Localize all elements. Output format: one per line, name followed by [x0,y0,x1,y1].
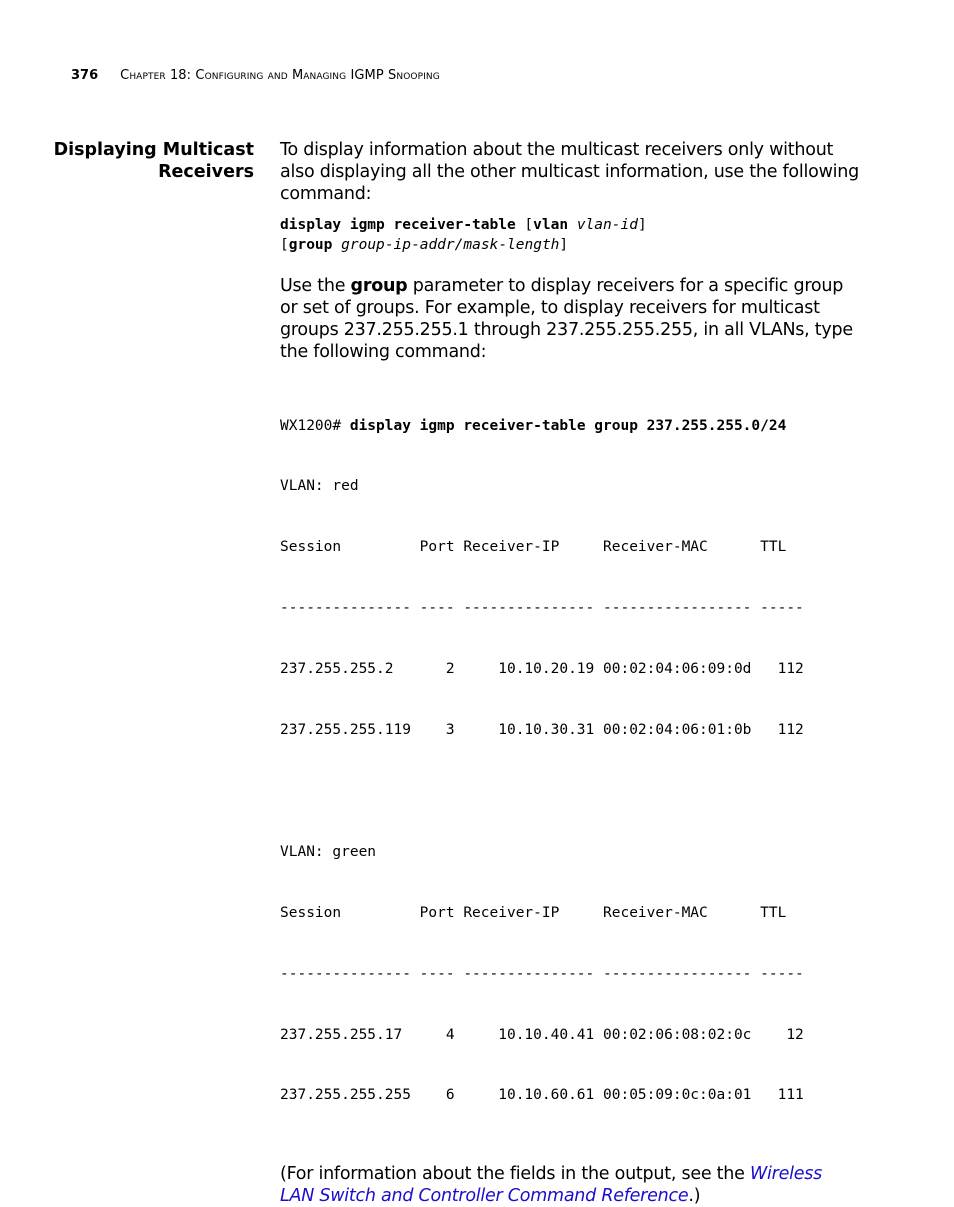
syntax-open-bracket-1: [ [515,217,534,233]
syntax-command: display igmp receiver-table [280,217,516,233]
chapter-title: Chapter 18: Configuring and Managing IGMP Snooping [120,68,440,83]
syntax-open-bracket-2: [ [280,237,289,253]
syntax-dash-3: - [498,237,508,253]
syntax-group-arg-2: ip [393,237,411,253]
syntax-space-1 [568,217,577,233]
syntax-close-bracket-2: ] [559,237,569,253]
syntax-group-arg-1: group [341,237,385,253]
syntax-group-arg-4: length [507,237,560,253]
output-line [280,781,860,801]
page-header [71,67,440,85]
syntax-vlan-keyword: vlan [533,217,569,233]
page-number: 376 [71,68,99,83]
footnote-text-before: (For information about the fields in the output, see the [280,1164,750,1185]
cli-command: display igmp receiver-table group 237.255.255.0/24 [349,417,787,434]
syntax-group-keyword: group [288,237,333,253]
output-line: 237.255.255.2 2 10.10.20.19 00:02:04:06:09:0d 112 [280,661,804,678]
syntax-space-2 [332,237,341,253]
section-heading-line-2: Receivers [158,162,254,182]
intro-paragraph: To display information about the multicast receivers only without also displaying all the other multicast information, use the following command: [280,140,859,204]
syntax-close-bracket-1: ] [637,217,647,233]
footnote-paragraph [280,1163,860,1207]
syntax-dash-2: - [410,237,420,253]
output-line: --------------- ---- --------------- ----------------- ----- [280,965,804,982]
section-heading-line-1: Displaying Multicast [53,140,254,160]
output-line: Session Port Receiver-IP Receiver-MAC TTL [280,904,787,921]
syntax-group-arg-3: addr/mask [419,237,499,253]
output-line: --------------- ---- --------------- ----------------- ----- [280,600,804,617]
usage-text-after: parameter to display receivers for a specific group or set of groups. For example, to display receivers for multicast groups 237.255.255.1 through 237.255.255.255, in all VLANs, type the following command: [280,276,853,362]
command-syntax [280,215,860,255]
output-line: VLAN: green [280,843,377,860]
output-line: 237.255.255.255 6 10.10.60.61 00:05:09:0c:0a:01 111 [280,1087,804,1104]
example-output [280,375,860,1146]
output-line: 237.255.255.17 4 10.10.40.41 00:02:06:08:02:0c 12 [280,1026,804,1043]
footnote-text-after: .) [688,1186,701,1207]
usage-text-before: Use the [280,276,351,296]
usage-keyword: group [350,276,408,296]
usage-paragraph [280,275,860,363]
example-command-line [280,416,860,436]
section-heading [40,139,254,183]
output-line: VLAN: red [280,478,359,495]
output-line: Session Port Receiver-IP Receiver-MAC TTL [280,539,787,556]
output-line: 237.255.255.119 3 10.10.30.31 00:02:04:06:01:0b 112 [280,722,804,739]
syntax-dash-1: - [384,237,394,253]
syntax-vlan-arg: vlan-id [576,217,638,233]
command-reference-link[interactable]: Wireless LAN Switch and Controller Command Reference [280,1164,822,1207]
body-column [280,139,860,1207]
cli-prompt: WX1200# [280,417,350,434]
